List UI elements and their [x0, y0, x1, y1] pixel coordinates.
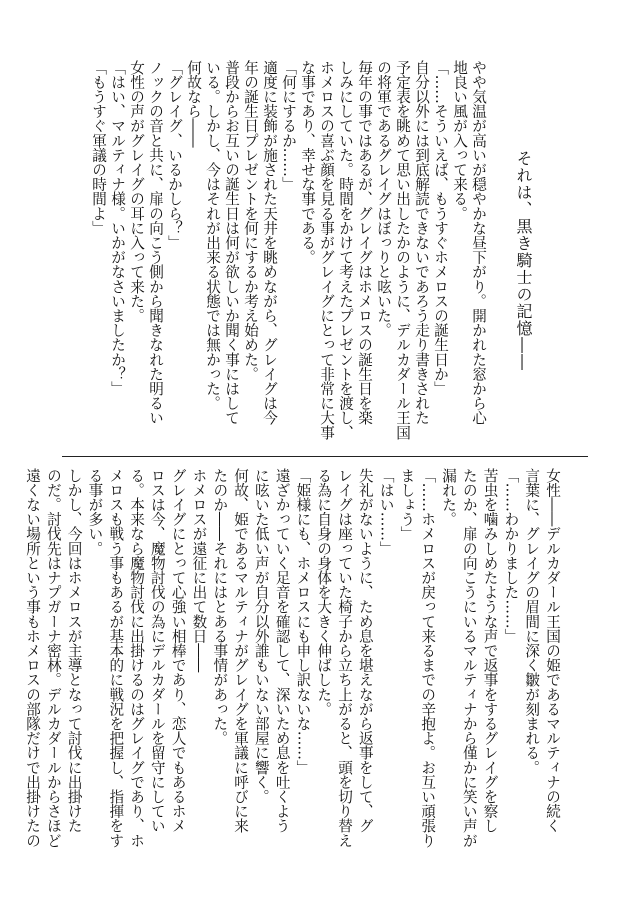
- text-line: たのか――それにはとある事情があった。: [211, 468, 229, 746]
- text-line: 遠くない場所という事もホメロスの部隊だけで出掛けたの: [24, 468, 42, 848]
- text-line: に呟いた低い声が自分以外誰もいない部屋に響く。: [252, 468, 270, 804]
- section-divider: [62, 456, 588, 457]
- text-line: いる。しかし、今はそれが出来る状態では無かった。: [204, 60, 221, 411]
- text-line: 「……わかりました……」: [502, 468, 520, 644]
- text-line: ロスは今、魔物討伐の為にデルカダールを留守にしてい: [148, 468, 166, 833]
- text-line: 「姫様にも、ホメロスにも申し訳ないな……」: [294, 468, 312, 775]
- text-line: 毎年の事ではあるが、グレイグはホメロスの誕生日を楽: [356, 60, 373, 425]
- text-line: メロスも戦う事もあるが基本的に戦況を把握し、指揮をす: [107, 468, 125, 848]
- text-line: やや気温が高いが穏やかな昼下がり。開かれた窓から心: [470, 60, 487, 425]
- text-line: る。本来なら魔物討伐に出掛けるのはグレイグであり、ホ: [128, 468, 146, 848]
- text-block-top: [70, 60, 488, 448]
- text-line: ましょう」: [398, 468, 416, 541]
- text-line: しかし、今回はホメロスが主導となって討伐に出掛けた: [65, 468, 83, 833]
- text-line: る為に自身の身体を大きく伸ばした。: [315, 468, 333, 717]
- text-line: ホメロスが遠征に出て数日――: [190, 468, 208, 673]
- text-line: 苦虫を噛みしめたような声で返事をするグレイグを察し: [481, 468, 499, 833]
- text-line: 何故なら――: [185, 60, 202, 148]
- text-line: 「……ホメロスが戻って来るまでの辛抱よ。お互い頑張り: [419, 468, 437, 848]
- text-line: のだ。討伐先はナプガーナ密林。デルカダールからさほど: [44, 468, 62, 848]
- text-line: 「もうすぐ軍議の時間よ」: [90, 60, 107, 236]
- text-block-bottom: [24, 468, 562, 878]
- text-line: 年の誕生日プレゼントを何にするか考え始めた。: [242, 60, 259, 382]
- text-line: 失礼がないように、ため息を堪えながら返事をして、グ: [356, 468, 374, 833]
- text-line: レイグは座っていた椅子から立ち上がると、頭を切り替え: [336, 468, 354, 848]
- text-line: ノックの音と共に、扉の向こう側から聞きなれた明るい: [147, 60, 164, 425]
- text-line: 普段からお互いの誕生日は何が欲しいか聞く事にはして: [223, 60, 240, 425]
- text-line: な事であり、幸せな事である。: [299, 60, 316, 265]
- text-line: 漏れた。: [440, 468, 458, 527]
- text-line: グレイグにとって心強い相棒であり、恋人でもあるホメ: [169, 468, 187, 833]
- text-line: る事が多い。: [86, 468, 104, 556]
- text-line: 遠ざかっていく足音を確認して、深いため息を吐くよう: [273, 468, 291, 833]
- text-line: 「はい……」: [377, 468, 395, 556]
- text-line: 女性――デルカダール王国の姫であるマルティナの続く: [544, 468, 561, 833]
- text-line: 自分以外には到底解読できないであろう走り書きされた: [413, 60, 430, 425]
- text-line: 言葉に、グレイグの眉間に深く皺が刻まれる。: [523, 468, 541, 775]
- text-line: 女性の声がグレイグの耳に入って来た。: [128, 60, 145, 323]
- chapter-title: それは、黒き騎士の記憶――: [514, 150, 533, 371]
- text-line: 地良い風が入って来る。: [451, 60, 468, 221]
- text-line: 「何にするか……」: [280, 60, 297, 192]
- text-line: 予定表を眺めて思い出したかのように、デルカダール王国: [394, 60, 411, 440]
- text-line: しみにしていた。時間をかけて考えたプレゼントを渡し、: [337, 60, 354, 440]
- text-line: の将軍であるグレイグはぼっりと呟いた。: [375, 60, 392, 338]
- text-line: 「……そういえば、もうすぐホメロスの誕生日か」: [432, 60, 449, 396]
- text-line: 「はい、マルティナ様。いかがなさいましたか？」: [109, 60, 126, 396]
- text-line: 適度に装飾が施された天井を眺めながら、グレイグは今: [261, 60, 278, 425]
- text-line: ホメロスの喜ぶ顔を見る事がグレイグにとって非常に大事: [318, 60, 335, 440]
- text-line: たのか、扉の向こうにいるマルティナから僅かに笑い声が: [460, 468, 478, 848]
- text-line: 「グレイグ、いるかしら？」: [166, 60, 183, 250]
- text-line: 何故、姫であるマルティナがグレイグを軍議に呼びに来: [232, 468, 250, 833]
